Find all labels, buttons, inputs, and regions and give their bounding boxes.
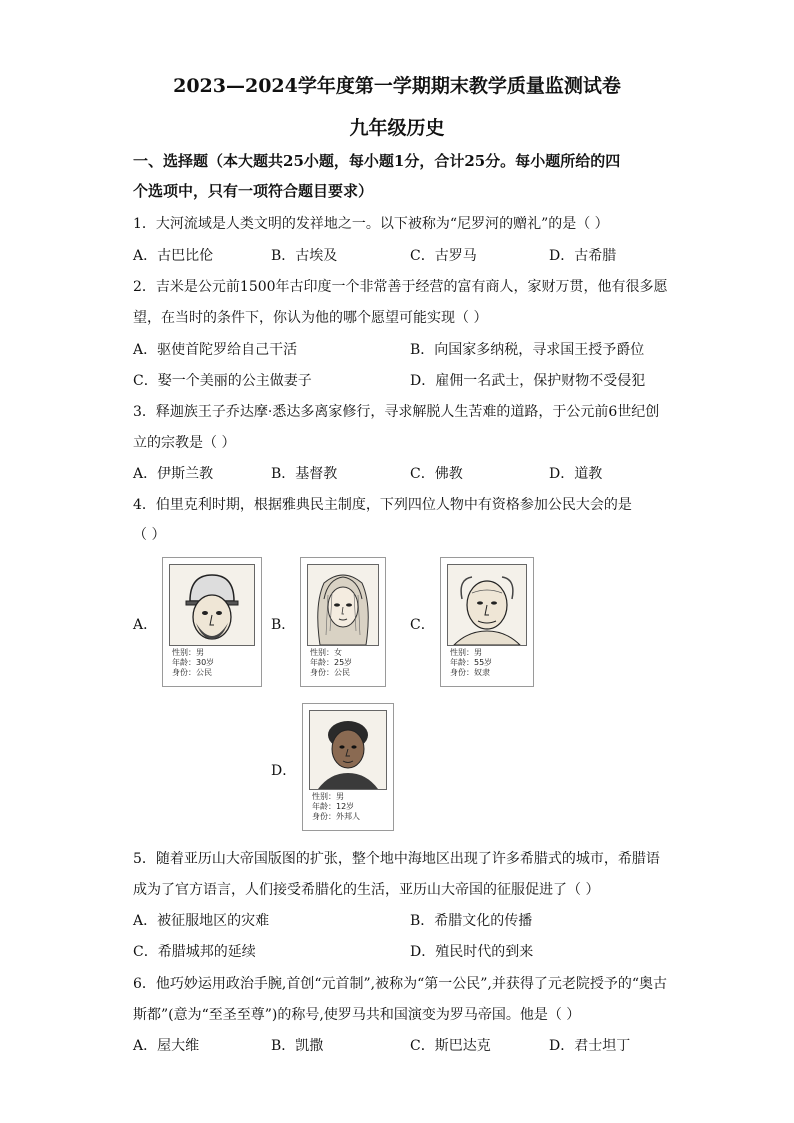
card-a-age: 年龄：30岁 [172, 658, 215, 667]
card-d-status: 身份：外邦人 [312, 812, 360, 821]
q3-option-c: C．佛教 [410, 466, 463, 482]
portrait-old-man [447, 564, 527, 646]
card-c-status: 身份：奴隶 [450, 668, 490, 677]
card-b-age: 年龄：25岁 [310, 658, 353, 667]
q1-option-a: A．古巴比伦 [133, 248, 214, 264]
card-b-status: 身份：公民 [310, 668, 350, 677]
q6-option-d: D．君士坦丁 [549, 1038, 631, 1054]
q1-option-b: B．古埃及 [271, 248, 338, 264]
portrait-boy [309, 710, 387, 790]
q6-option-c: C．斯巴达克 [410, 1038, 491, 1054]
q3-option-a: A．伊斯兰教 [133, 466, 214, 482]
q4-label-b: B． [271, 617, 296, 633]
portrait-man-with-cap [169, 564, 255, 646]
person-card-b [300, 557, 386, 687]
q6-stem-line2: 斯都”(意为“至圣至尊”)的称号,使罗马共和国演变为罗马帝国。他是（ ） [133, 1007, 581, 1023]
q1-stem: 1．大河流域是人类文明的发祥地之一。以下被称为“尼罗河的赠礼”的是（ ） [133, 216, 609, 232]
card-a-gender: 性别：男 [172, 648, 204, 657]
section-heading-line1: 一、选择题（本大题共25小题，每小题1分，合计25分。每小题所给的四 [133, 152, 621, 170]
person-card-d [302, 703, 394, 831]
q3-stem-line2: 立的宗教是（ ） [133, 435, 236, 451]
card-c-gender: 性别：男 [450, 648, 482, 657]
q1-option-d: D．古希腊 [549, 248, 617, 264]
person-card-a [162, 557, 262, 687]
page-subtitle: 九年级历史 [349, 117, 445, 139]
q6-option-a: A．屋大维 [133, 1038, 200, 1054]
q5-option-c: C．希腊城邦的延续 [133, 944, 256, 960]
q2-stem-line2: 望，在当时的条件下，你认为他的哪个愿望可能实现（ ） [133, 310, 488, 326]
q2-option-c: C．娶一个美丽的公主做妻子 [133, 373, 312, 389]
q6-stem-line1: 6．他巧妙运用政治手腕,首创“元首制”,被称为“第一公民”,并获得了元老院授予的“奥古 [133, 976, 668, 992]
q2-option-a: A．驱使首陀罗给自己干活 [133, 342, 298, 358]
q1-option-c: C．古罗马 [410, 248, 477, 264]
page-title: 2023—2024学年度第一学期期末教学质量监测试卷 [173, 75, 621, 97]
q2-option-b: B．向国家多纳税，寻求国王授予爵位 [410, 342, 645, 358]
q5-stem-line1: 5．随着亚历山大帝国版图的扩张，整个地中海地区出现了许多希腊式的城市，希腊语 [133, 851, 660, 867]
q4-stem-line1: 4．伯里克利时期，根据雅典民主制度，下列四位人物中有资格参加公民大会的是 [133, 497, 632, 513]
q3-option-b: B．基督教 [271, 466, 338, 482]
q3-option-d: D．道教 [549, 466, 603, 482]
q4-label-c: C． [410, 617, 435, 633]
q4-stem-line2: （ ） [133, 527, 166, 543]
q5-option-d: D．殖民时代的到来 [410, 944, 534, 960]
q5-option-a: A．被征服地区的灾难 [133, 913, 270, 929]
person-card-c [440, 557, 534, 687]
card-b-gender: 性别：女 [310, 648, 342, 657]
q4-label-d: D． [271, 763, 297, 779]
card-d-gender: 性别：男 [312, 792, 344, 801]
card-c-age: 年龄：55岁 [450, 658, 493, 667]
section-heading-line2: 个选项中，只有一项符合题目要求） [133, 182, 374, 200]
card-a-status: 身份：公民 [172, 668, 212, 677]
q4-label-a: A． [133, 617, 158, 633]
card-d-age: 年龄：12岁 [312, 802, 355, 811]
q5-stem-line2: 成为了官方语言，人们接受希腊化的生活，亚历山大帝国的征服促进了（ ） [133, 882, 600, 898]
portrait-woman-long-hair [307, 564, 379, 646]
q3-stem-line1: 3．释迦族王子乔达摩·悉达多离家修行，寻求解脱人生苦难的道路，于公元前6世纪创 [133, 404, 660, 420]
q2-stem-line1: 2．吉米是公元前1500年古印度一个非常善于经营的富有商人，家财万贯，他有很多愿 [133, 279, 668, 295]
q6-option-b: B．凯撒 [271, 1038, 324, 1054]
q2-option-d: D．雇佣一名武士，保护财物不受侵犯 [410, 373, 646, 389]
q5-option-b: B．希腊文化的传播 [410, 913, 533, 929]
